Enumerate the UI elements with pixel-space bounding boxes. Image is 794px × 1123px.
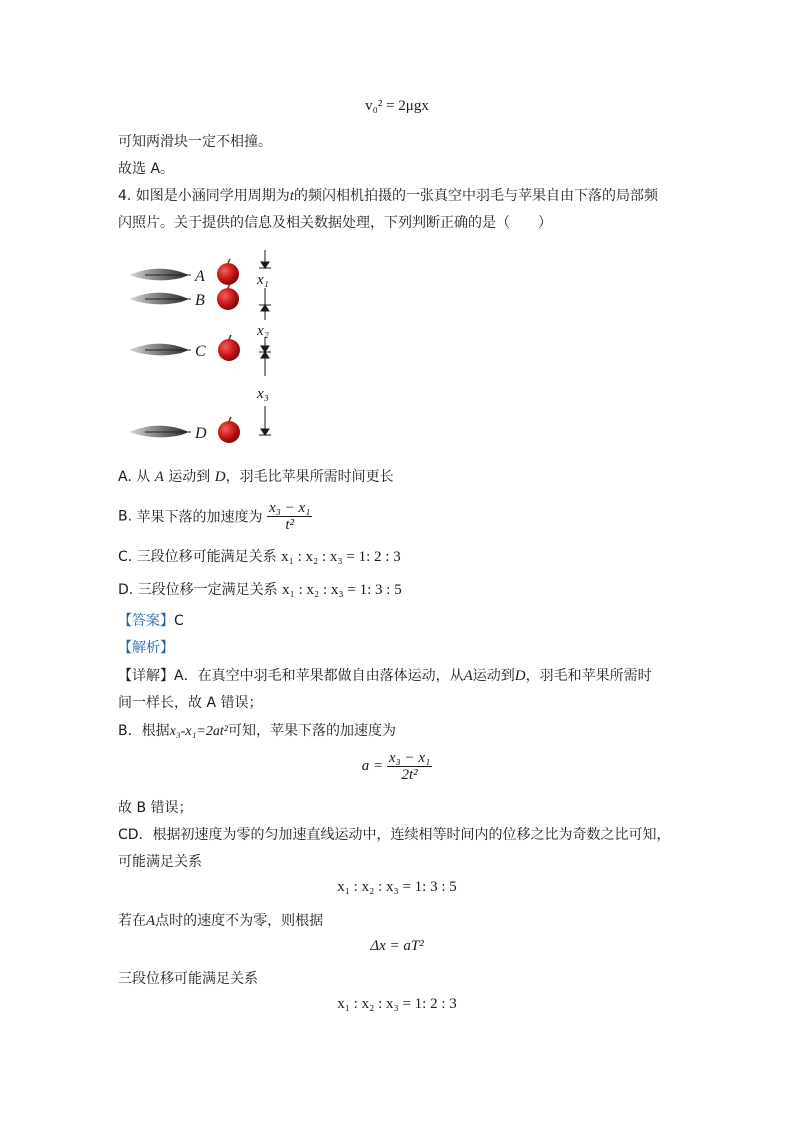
point-symbol: A (146, 913, 156, 929)
question-line-2: 闪照片。关于提供的信息及相关数据处理，下列判断正确的是（ ） (118, 215, 552, 231)
point-symbol: A (463, 668, 473, 684)
label-d: D (195, 425, 207, 442)
detail-line-8: 三段位移可能满足关系 (118, 971, 258, 987)
feather-icon (129, 293, 191, 305)
text-line: 可知两滑块一定不相撞。 (118, 134, 272, 150)
option-c (118, 546, 401, 566)
option-text: 苹果下落的加速度为 (136, 509, 263, 526)
detail-line-6: 可能满足关系 (118, 854, 202, 870)
detail-text: A．在真空中羽毛和苹果都做自由落体运动，从 (174, 668, 464, 684)
question-number: 4. (118, 188, 132, 204)
equation-ratio-123 (0, 996, 794, 1013)
answer-line (118, 610, 184, 630)
label-a: A (195, 268, 205, 285)
option-a (118, 466, 394, 486)
fraction-accel (267, 500, 312, 533)
text-line: 故选 A。 (118, 161, 175, 177)
equation-delta-x (0, 938, 794, 955)
option-d (118, 579, 402, 599)
fraction-accel-2 (387, 750, 432, 783)
feather-icon (129, 269, 191, 281)
point-symbol: A (154, 469, 164, 485)
detail-text: 运动到 (472, 668, 515, 684)
apple-icon (218, 417, 240, 443)
detail-line-2: 间一样长，故 A 错误； (118, 695, 263, 711)
feather-icon (129, 344, 191, 356)
equation-v0: v₀² = 2μgx (365, 98, 429, 114)
label-b: B (195, 292, 205, 309)
answer-tag: 【答案】 (118, 613, 174, 629)
fraction-numerator: x₃ − x₁ (388, 750, 431, 766)
equation-lhs: a = (361, 758, 384, 774)
fraction-numerator: x₃ − x₁ (268, 500, 311, 516)
question-text: 如图是小涵同学用周期为 (135, 188, 290, 204)
option-prefix: C. (118, 549, 133, 565)
option-prefix: A. (118, 469, 132, 485)
inline-equation: x₃-x₁=2at² (169, 724, 228, 739)
equation-accel (0, 750, 794, 783)
detail-line-1 (118, 665, 652, 685)
label-x2: x₂ (257, 323, 269, 339)
option-text: 三段位移一定满足关系 (137, 582, 278, 598)
delta-equation: Δx = aT² (370, 938, 424, 954)
detail-line-5: CD．根据初速度为零的匀加速直线运动中，连续相等时间内的位移之比为奇数之比可知， (118, 827, 671, 843)
option-text: 三段位移可能满足关系 (136, 549, 277, 565)
point-symbol: D (214, 469, 226, 485)
apple-icon (218, 335, 240, 361)
option-text: ，羽毛比苹果所需时间更长 (225, 469, 394, 485)
detail-line-4: 故 B 错误； (118, 800, 193, 816)
option-text: 运动到 (168, 469, 211, 485)
question-line-1 (118, 185, 658, 205)
option-text: 从 (136, 469, 151, 485)
detail-text: 点时的速度不为零，则根据 (155, 913, 324, 929)
apple-icon (217, 259, 239, 285)
ratio-relation: x₁ : x₂ : x₃ = 1: 3 : 5 (282, 582, 402, 598)
equation-ratio-135 (0, 879, 794, 896)
label-x1: x₁ (257, 272, 269, 288)
point-symbol: D (514, 668, 526, 684)
option-prefix: D. (118, 582, 134, 598)
fraction-denominator: t² (285, 517, 294, 533)
label-c: C (195, 343, 206, 360)
ratio-relation: x₁ : x₂ : x₃ = 1: 3 : 5 (337, 879, 457, 895)
analysis-tag: 【解析】 (118, 640, 174, 656)
detail-line-3 (118, 720, 396, 740)
detail-tag: 【详解】 (118, 668, 174, 684)
detail-line-7 (118, 910, 323, 930)
detail-text: B．根据 (118, 723, 170, 739)
apple-icon (217, 284, 239, 310)
label-x3: x₃ (257, 386, 269, 402)
fraction-denominator: 2t² (401, 767, 418, 783)
detail-text: 可知，苹果下落的加速度为 (227, 723, 396, 739)
option-prefix: B. (118, 508, 133, 525)
detail-text: 若在 (118, 913, 146, 929)
strobe-figure (125, 248, 285, 448)
feather-icon (129, 426, 191, 438)
detail-text: ，羽毛和苹果所需时 (525, 668, 652, 684)
option-b (118, 500, 312, 533)
question-text: 的频闪相机拍摄的一张真空中羽毛与苹果自由下落的局部频 (293, 188, 658, 204)
answer-value: C (174, 613, 184, 629)
period-symbol: t (289, 188, 294, 204)
ratio-relation: x₁ : x₂ : x₃ = 1: 2 : 3 (281, 549, 401, 565)
ratio-relation: x₁ : x₂ : x₃ = 1: 2 : 3 (337, 996, 457, 1012)
